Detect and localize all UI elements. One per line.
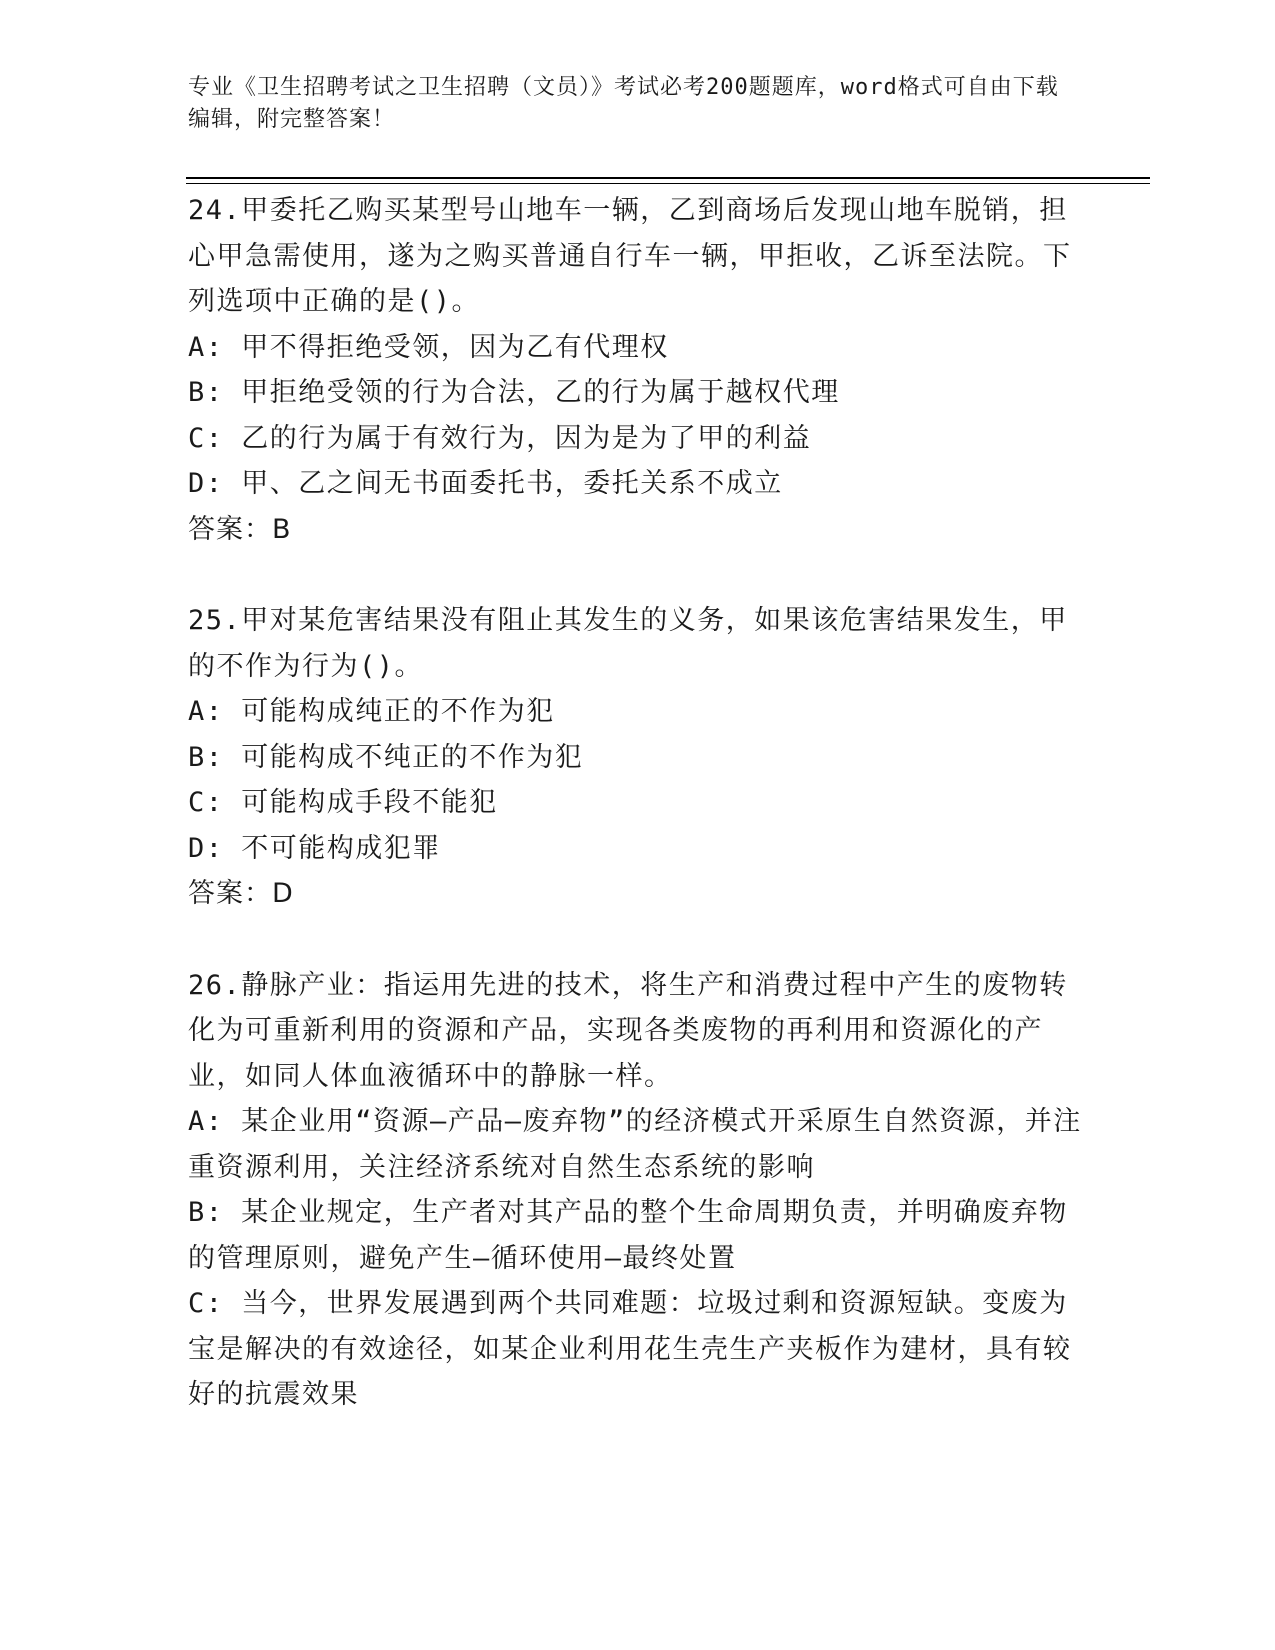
answer-line: 答案：D: [188, 878, 294, 909]
question-spacer: [188, 552, 1088, 598]
option-d: D: 甲、乙之间无书面委托书，委托关系不成立: [188, 468, 783, 499]
answer-line: 答案：B: [188, 513, 292, 545]
document-header: 专业《卫生招聘考试之卫生招聘（文员）》考试必考200题题库，word格式可自由下载编辑，附完整答案！: [188, 75, 1059, 132]
header-rule-thick: [186, 177, 1150, 179]
question-list: [188, 188, 1088, 1418]
question-stem: 26.静脉产业：指运用先进的技术，将生产和消费过程中产生的废物转化为可重新利用的资源和产品，实现各类废物的再利用和资源化的产业，如同人体血液循环中的静脉一样。: [188, 969, 1068, 1092]
question-25: [188, 598, 1088, 917]
question-26: [188, 963, 1088, 1418]
question-spacer: [188, 917, 1088, 963]
option-a: A: 可能构成纯正的不作为犯: [188, 696, 555, 727]
header-rule-thin: [186, 183, 1150, 184]
option-c: C: 乙的行为属于有效行为，因为是为了甲的利益: [188, 422, 812, 454]
option-b: B: 可能构成不纯正的不作为犯: [188, 741, 584, 773]
question-stem: 24.甲委托乙购买某型号山地车一辆，乙到商场后发现山地车脱销，担心甲急需使用，遂为之购买普通自行车一辆，甲拒收，乙诉至法院。下列选项中正确的是()。: [188, 195, 1072, 317]
option-c: C: 可能构成手段不能犯: [188, 787, 498, 818]
option-c: C: 当今，世界发展遇到两个共同难题：垃圾过剩和资源短缺。变废为宝是解决的有效途径，如某企业利用花生壳生产夹板作为建材，具有较好的抗震效果: [188, 1288, 1072, 1410]
question-24: [188, 188, 1088, 552]
option-b: B: 某企业规定，生产者对其产品的整个生命周期负责，并明确废弃物的管理原则，避免产生—循环使用—最终处置: [188, 1197, 1068, 1274]
question-stem: 25.甲对某危害结果没有阻止其发生的义务，如果该危害结果发生，甲的不作为行为()。: [188, 605, 1068, 682]
option-b: B: 甲拒绝受领的行为合法，乙的行为属于越权代理: [188, 377, 840, 408]
option-a: A: 某企业用“资源—产品—废弃物”的经济模式开采原生自然资源，并注重资源利用，关注经济系统对自然生态系统的影响: [188, 1106, 1082, 1183]
option-a: A: 甲不得拒绝受领，因为乙有代理权: [188, 331, 669, 363]
option-d: D: 不可能构成犯罪: [188, 832, 441, 864]
